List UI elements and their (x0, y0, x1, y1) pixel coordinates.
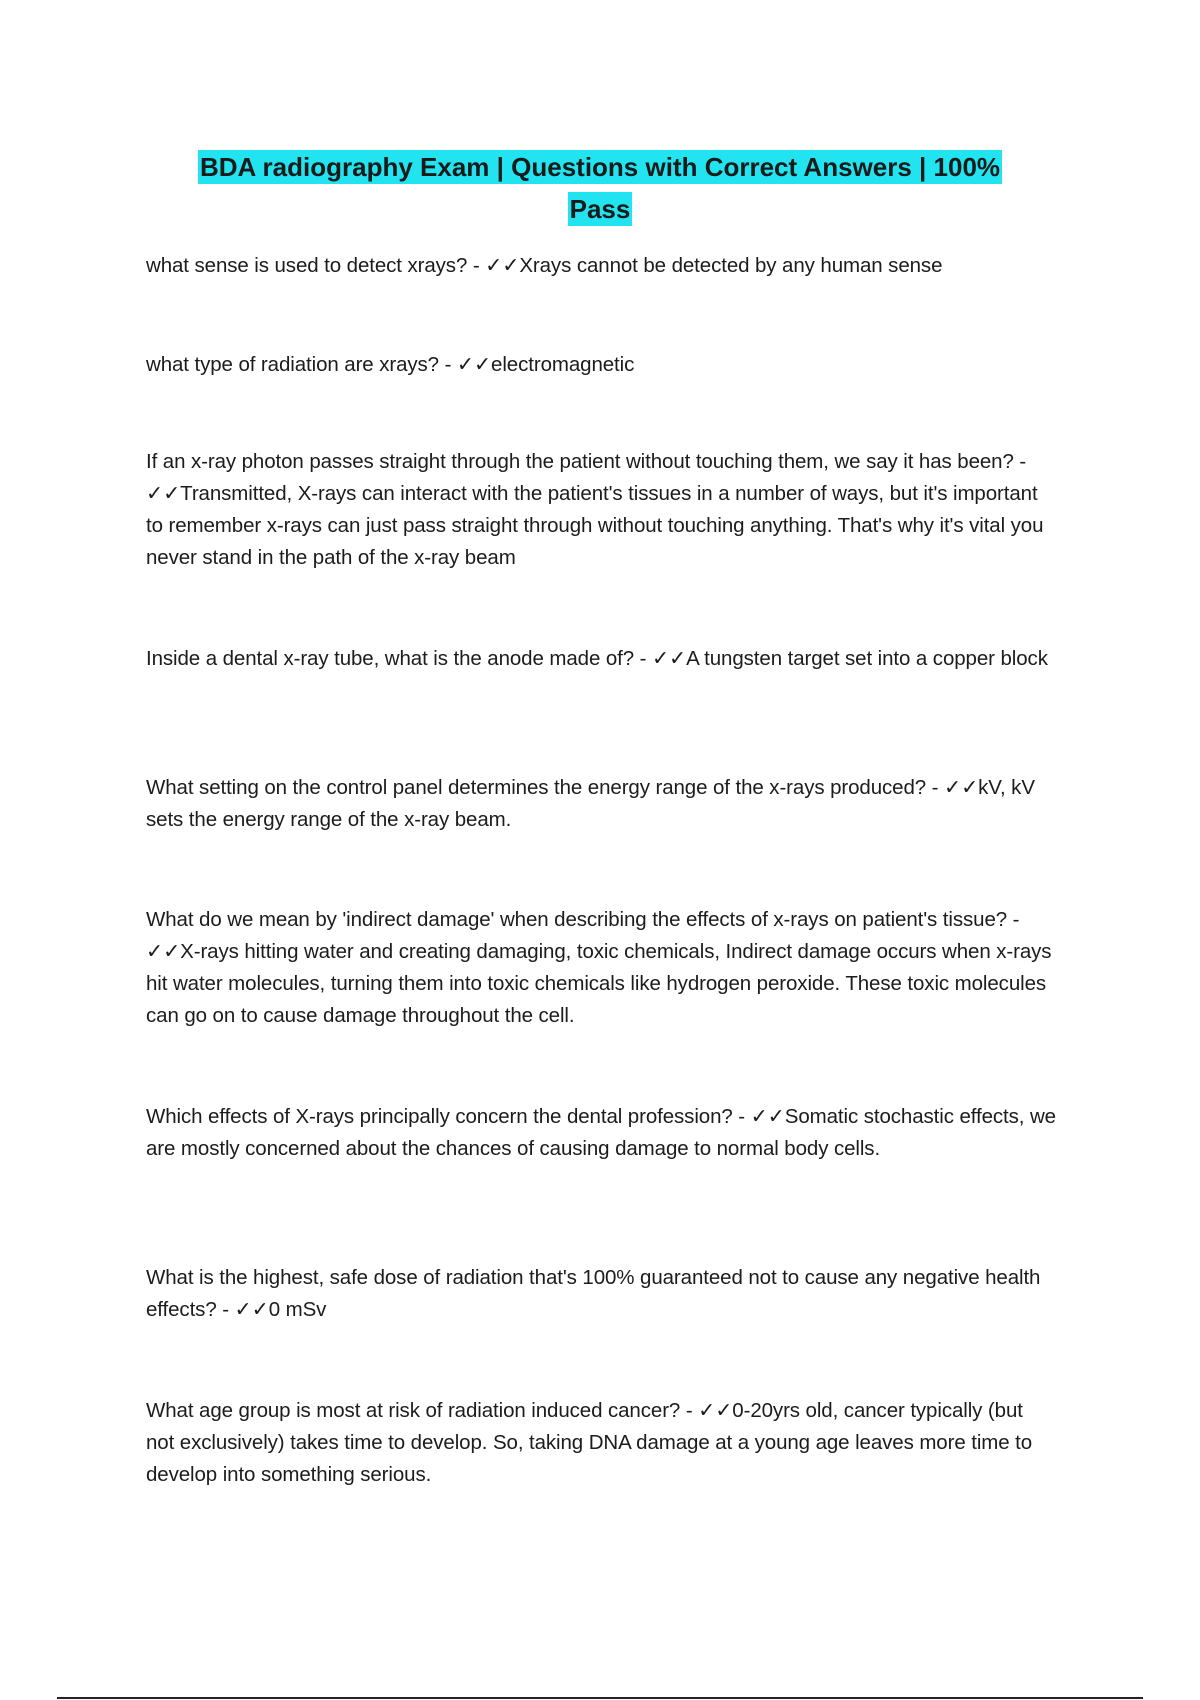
qa-item-7: Which effects of X-rays principally concern the dental profession? - ✓✓Somatic stochastic effects, we are mostly concerned about the chances of causing damage to normal body cells. (146, 1105, 1056, 1160)
bottom-divider (57, 1697, 1143, 1699)
qa-item-9: What age group is most at risk of radiation induced cancer? - ✓✓0-20yrs old, cancer typically (but not exclusively) takes time to develop. So, taking DNA damage at a young age leaves more time to develop into something serious. (146, 1399, 1033, 1486)
qa-item-8: What is the highest, safe dose of radiation that's 100% guaranteed not to cause any negative health effects? - ✓✓0 mSv (146, 1266, 1041, 1321)
qa-item-3: If an x-ray photon passes straight through the patient without touching them, we say it has been? - ✓✓Transmitted, X-rays can interact with the patient's tissues in a number of ways, but it's important to remember x-rays can just pass straight through without touching anything. That's why it's vital you never stand in the path of the x-ray beam (146, 450, 1044, 569)
qa-item-1: what sense is used to detect xrays? - ✓✓Xrays cannot be detected by any human sense (146, 254, 943, 277)
document-title (146, 146, 1054, 230)
title-line-1: BDA radiography Exam | Questions with Correct Answers | 100% (199, 152, 1001, 182)
qa-item-2: what type of radiation are xrays? - ✓✓electromagnetic (146, 353, 635, 376)
qa-item-5: What setting on the control panel determines the energy range of the x-rays produced? - ✓✓kV, kV sets the energy range of the x-ray beam. (146, 776, 1035, 831)
title-line-2: Pass (569, 194, 631, 224)
qa-item-6: What do we mean by 'indirect damage' when describing the effects of x-rays on patient's tissue? - ✓✓X-rays hitting water and creating damaging, toxic chemicals, Indirect damage occurs when x-rays hit water molecules, turning them into toxic chemicals like hydrogen peroxide. These toxic molecules can go on to cause damage throughout the cell. (146, 908, 1052, 1027)
qa-item-4: Inside a dental x-ray tube, what is the anode made of? - ✓✓A tungsten target set into a copper block (146, 647, 1048, 670)
